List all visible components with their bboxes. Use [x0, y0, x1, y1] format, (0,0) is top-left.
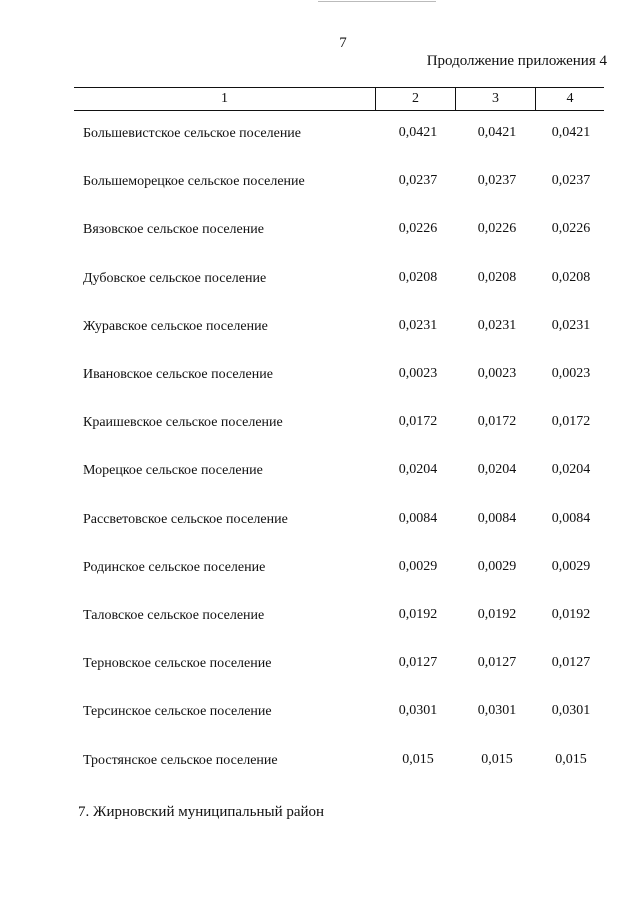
value-col-4: 0,0023: [551, 366, 591, 381]
value-col-2: 0,0127: [398, 655, 438, 671]
value-col-2: 0,0084: [398, 510, 438, 526]
table-row: [0, 222, 640, 242]
settlement-name: Рассветовское сельское поселение: [83, 511, 288, 527]
value-col-3: 0,0023: [477, 366, 517, 381]
table-row: [0, 367, 640, 387]
value-col-4: 0,015: [555, 751, 587, 767]
settlement-name: Большевистское сельское поселение: [83, 126, 302, 141]
value-col-3: 0,0226: [477, 221, 517, 237]
table-row: [0, 319, 640, 339]
settlement-name: Терновское сельское поселение: [83, 656, 272, 672]
settlement-name: Большеморецкое сельское поселение: [83, 174, 305, 190]
value-col-4: 0,0204: [551, 462, 591, 478]
value-col-3: 0,0084: [477, 510, 517, 526]
value-col-3: 0,0029: [477, 558, 517, 574]
table-row: [0, 174, 640, 194]
table-row: [0, 608, 640, 628]
settlement-name: Ивановское сельское поселение: [83, 367, 273, 382]
settlement-name: Тростянское сельское поселение: [83, 752, 278, 768]
value-col-3: 0,0421: [477, 125, 517, 140]
value-col-2: 0,0301: [398, 703, 438, 719]
value-col-4: 0,0421: [551, 125, 591, 140]
value-col-4: 0,0208: [551, 269, 591, 285]
settlement-name: Родинское сельское поселение: [83, 559, 266, 575]
settlement-name: Таловское сельское поселение: [83, 608, 265, 623]
table-row: [0, 463, 640, 483]
settlement-name: Дубовское сельское поселение: [83, 270, 267, 286]
table-row: [0, 126, 640, 146]
value-col-4: 0,0084: [551, 510, 591, 526]
table-row: [0, 656, 640, 676]
value-col-2: 0,0029: [398, 558, 438, 574]
value-col-3: 0,0127: [477, 655, 517, 671]
value-col-2: 0,0204: [398, 462, 438, 478]
value-col-4: 0,0192: [551, 607, 591, 622]
value-col-4: 0,0301: [551, 703, 591, 719]
table-row: [0, 704, 640, 724]
value-col-2: 0,0237: [398, 173, 438, 189]
section-title: 7. Жирновский муниципальный район: [78, 804, 325, 820]
value-col-3: 0,0172: [477, 414, 517, 430]
value-col-2: 0,0208: [398, 269, 438, 285]
header-col-3: 3: [456, 88, 536, 110]
header-col-2: 2: [376, 88, 456, 110]
value-col-3: 0,0237: [477, 173, 517, 189]
value-col-4: 0,0172: [551, 414, 591, 430]
settlement-name: Журавское сельское поселение: [83, 318, 268, 334]
value-col-4: 0,0226: [551, 221, 591, 237]
value-col-3: 0,0208: [477, 269, 517, 285]
settlement-name: Терсинское сельское поселение: [83, 704, 272, 720]
table-row: [0, 512, 640, 532]
value-col-2: 0,0192: [398, 607, 438, 622]
value-col-3: 0,0231: [477, 317, 517, 333]
value-col-3: 0,0192: [477, 607, 517, 622]
settlement-name: Вязовское сельское поселение: [83, 222, 264, 238]
value-col-2: 0,0231: [398, 317, 438, 333]
value-col-3: 0,0301: [477, 703, 517, 719]
table-row: [0, 271, 640, 291]
settlement-name: Краишевское сельское поселение: [83, 415, 283, 431]
value-col-2: 0,0421: [398, 125, 438, 140]
value-col-2: 0,0023: [398, 366, 438, 381]
table-row: [0, 560, 640, 580]
value-col-2: 0,0172: [398, 414, 438, 430]
continuation-label: Продолжение приложения 4: [426, 53, 607, 69]
settlement-name: Морецкое сельское поселение: [83, 463, 263, 479]
value-col-4: 0,0237: [551, 173, 591, 189]
value-col-2: 0,015: [402, 751, 434, 767]
value-col-4: 0,0029: [551, 558, 591, 574]
header-col-4: 4: [566, 91, 574, 106]
value-col-4: 0,0231: [551, 317, 591, 333]
page-number: 7: [339, 35, 347, 51]
table-row: [0, 753, 640, 773]
value-col-3: 0,0204: [477, 462, 517, 478]
value-col-2: 0,0226: [398, 221, 438, 237]
value-col-3: 0,015: [481, 751, 513, 767]
header-col-1: 1: [74, 88, 376, 110]
table-row: [0, 415, 640, 435]
value-col-4: 0,0127: [551, 655, 591, 671]
